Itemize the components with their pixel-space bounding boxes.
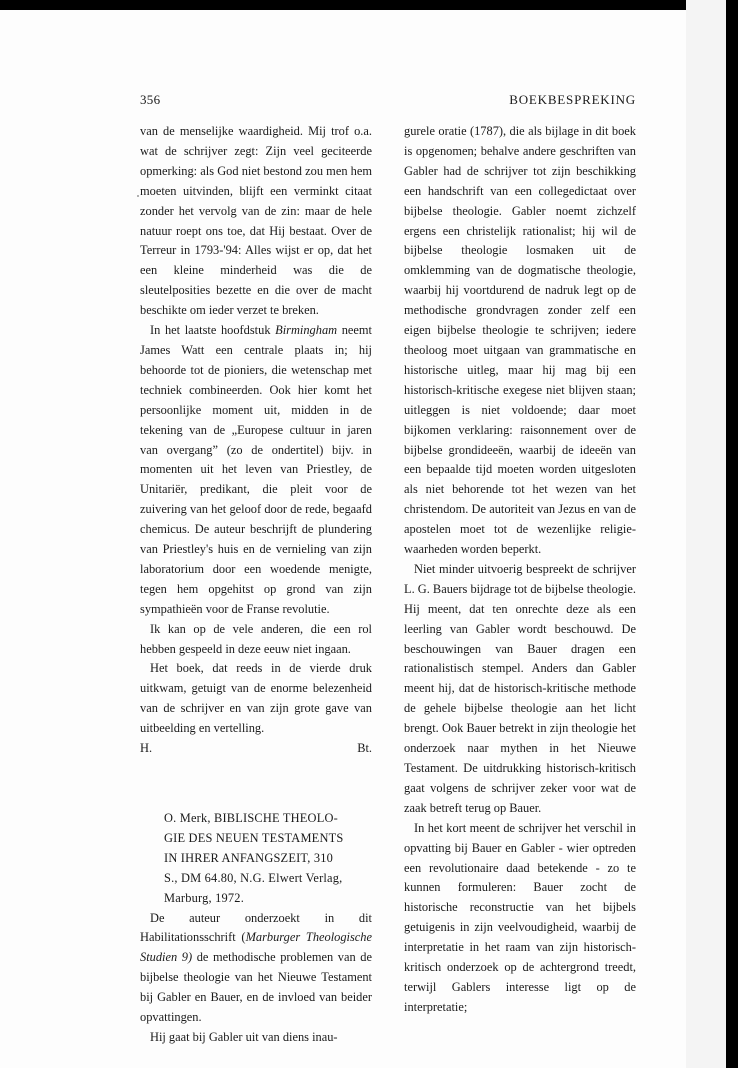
review-heading	[164, 809, 372, 909]
paragraph: Hij gaat bij Gabler uit van diens inau-	[150, 1029, 338, 1044]
reviewer-signature	[140, 739, 372, 759]
review-heading-line: S., DM 64.80, N.G. Elwert Verlag,	[164, 870, 343, 885]
page-number: 356	[140, 92, 161, 107]
left-column	[140, 122, 372, 1048]
running-head	[140, 92, 636, 112]
scan-right-edge	[686, 0, 738, 1068]
paragraph: Ik kan op de vele anderen, die een rol hebben gespeeld in deze eeuw niet ingaan.	[140, 621, 372, 656]
paragraph: Niet minder uitvoerig bespreekt de schrijver L. G. Bauers bijdrage tot de bijbelse theologie. Hij meent, dat ten onrechte deze als een leerling van Gabler wordt beschouwd. De beschouwingen van Bauer dragen een rationalistisch stempel. Anders dan Gabler meent hij, dat de historisch-kritische methode de gehele bijbelse theologie aan het licht brengt. Ook Bauer betrekt in zijn theologie het onderzoek naar mythen in het Nieuwe Testament. De uitdrukking historisch-kritisch gaat volgens de schrijver zeker voor wat de zaak betreft terug op Bauer.	[404, 561, 636, 815]
review-heading-line: GIE DES NEUEN TESTAMENTS	[164, 830, 344, 845]
signature-initial: H.	[140, 741, 153, 756]
paragraph-birmingham	[140, 321, 372, 620]
review-heading-line: IN IHRER ANFANGSZEIT, 310	[164, 850, 334, 865]
signature-name: Bt.	[357, 741, 372, 756]
paragraph-text: neemt James Watt een centrale plaats in; hij behoorde tot de pioniers, die wetenschap met techniek combineerden. Ook hier komt het persoonlijke moment uit, midden in de tekening van de „Europese cultuur in jaren van overgang” (zo de ondertitel) bijv. in momenten uit het leven van Priestley, de Unitariër, predikant, die pleit voor de zuivering van het geloof door de rede, begaafd chemicus. De auteur beschrijft de plundering van Priestley's huis en de vernieling van zijn laboratorium door een woedende menigte, tegen hem opgehitst op grond van zijn sympathieën voor de Franse revolutie.	[140, 323, 373, 616]
paragraph-habilitation	[140, 909, 372, 1028]
paragraph: van de menselijke waardigheid. Mij trof o.a. wat de schrijver zegt: Zijn veel geciteerde opmerking: als God niet bestond zou men hem moeten uitvinden, blijft een verminkt citaat zonder het vervolg van de zin: maar de hele natuur roept ons toe, dat Hij bestaat. Over de Terreur in 1793-'94: Alles wijst er op, dat het een kleine minderheid was die de sleutelposities bezette en die over de macht beschikte om ieder verzet te breken.	[140, 124, 372, 318]
scan-top-edge	[0, 0, 738, 10]
paragraph: Het boek, dat reeds in de vierde druk uitkwam, getuigt van de enorme belezenheid van de schrijver en van zijn grote gave van uitbeelding en vertelling.	[140, 661, 372, 736]
review-heading-line: Marburg, 1972.	[164, 890, 245, 905]
section-title: BOEKBESPREKING	[509, 92, 636, 107]
paragraph-text: In het laatste hoofdstuk	[150, 323, 276, 338]
scan-speck	[137, 195, 139, 197]
paragraph: gurele oratie (1787), die als bijlage in dit boek is opgenomen; behalve andere geschriften van Gabler had de schrijver tot zijn beschikking een handschrift van een collegedictaat over bijbelse theologie. Gabler noemt zichzelf ergens een christelijk rationalist; hij wil de bijbelse theologie losmaken uit de omklemming van de dogmatische theologie, waarbij hij voortdurend de nadruk legt op de methodische grondvragen zonder zelf een eigen bijbelse theologie te schrijven; iedere theoloog moet uitgaan van grammatische en historische uitleg, maar hij mag bij een historisch-kritische exegese niet blijven staan; uitleggen is niet voldoende; daar moet bijkomen verklaring: raisonnement over de bijbelse grondideeën, waarbij de ideeën van een bepaalde tijd moeten worden uitgesloten als niet behorende tot het wezen van het christendom. De autoriteit van Jezus en van de apostelen moet tot de wezenlijke religie-waarheden worden beperkt.	[404, 124, 636, 557]
right-column	[404, 122, 636, 1018]
paragraph-text: de methodische problemen van de bijbelse theologie van het Nieuwe Testament bij Gabler en Bauer, en de invloed van beider opvattingen.	[140, 950, 372, 1025]
review-heading-line: O. Merk, BIBLISCHE THEOLO-	[164, 811, 338, 825]
series-title: Marburger Theologische Studien 9)	[140, 930, 373, 965]
chapter-title: Birmingham	[275, 323, 338, 338]
paragraph: In het kort meent de schrijver het verschil in opvatting bij Bauer en Gabler - wier optreden een revolutionaire daad betekende - zo te kunnen formuleren: Bauer zocht de historische reconstructie van het bijbels getuigenis in zijn veelvoudigheid, waarbij de interpretatie in het raam van zijn historisch-kritisch onderzoek op de achtergrond treedt, terwijl Gablers interesse ligt op de interpretatie;	[404, 820, 636, 1014]
paragraph-text: De auteur onderzoekt in dit Habilitationsschrift (	[140, 910, 372, 945]
